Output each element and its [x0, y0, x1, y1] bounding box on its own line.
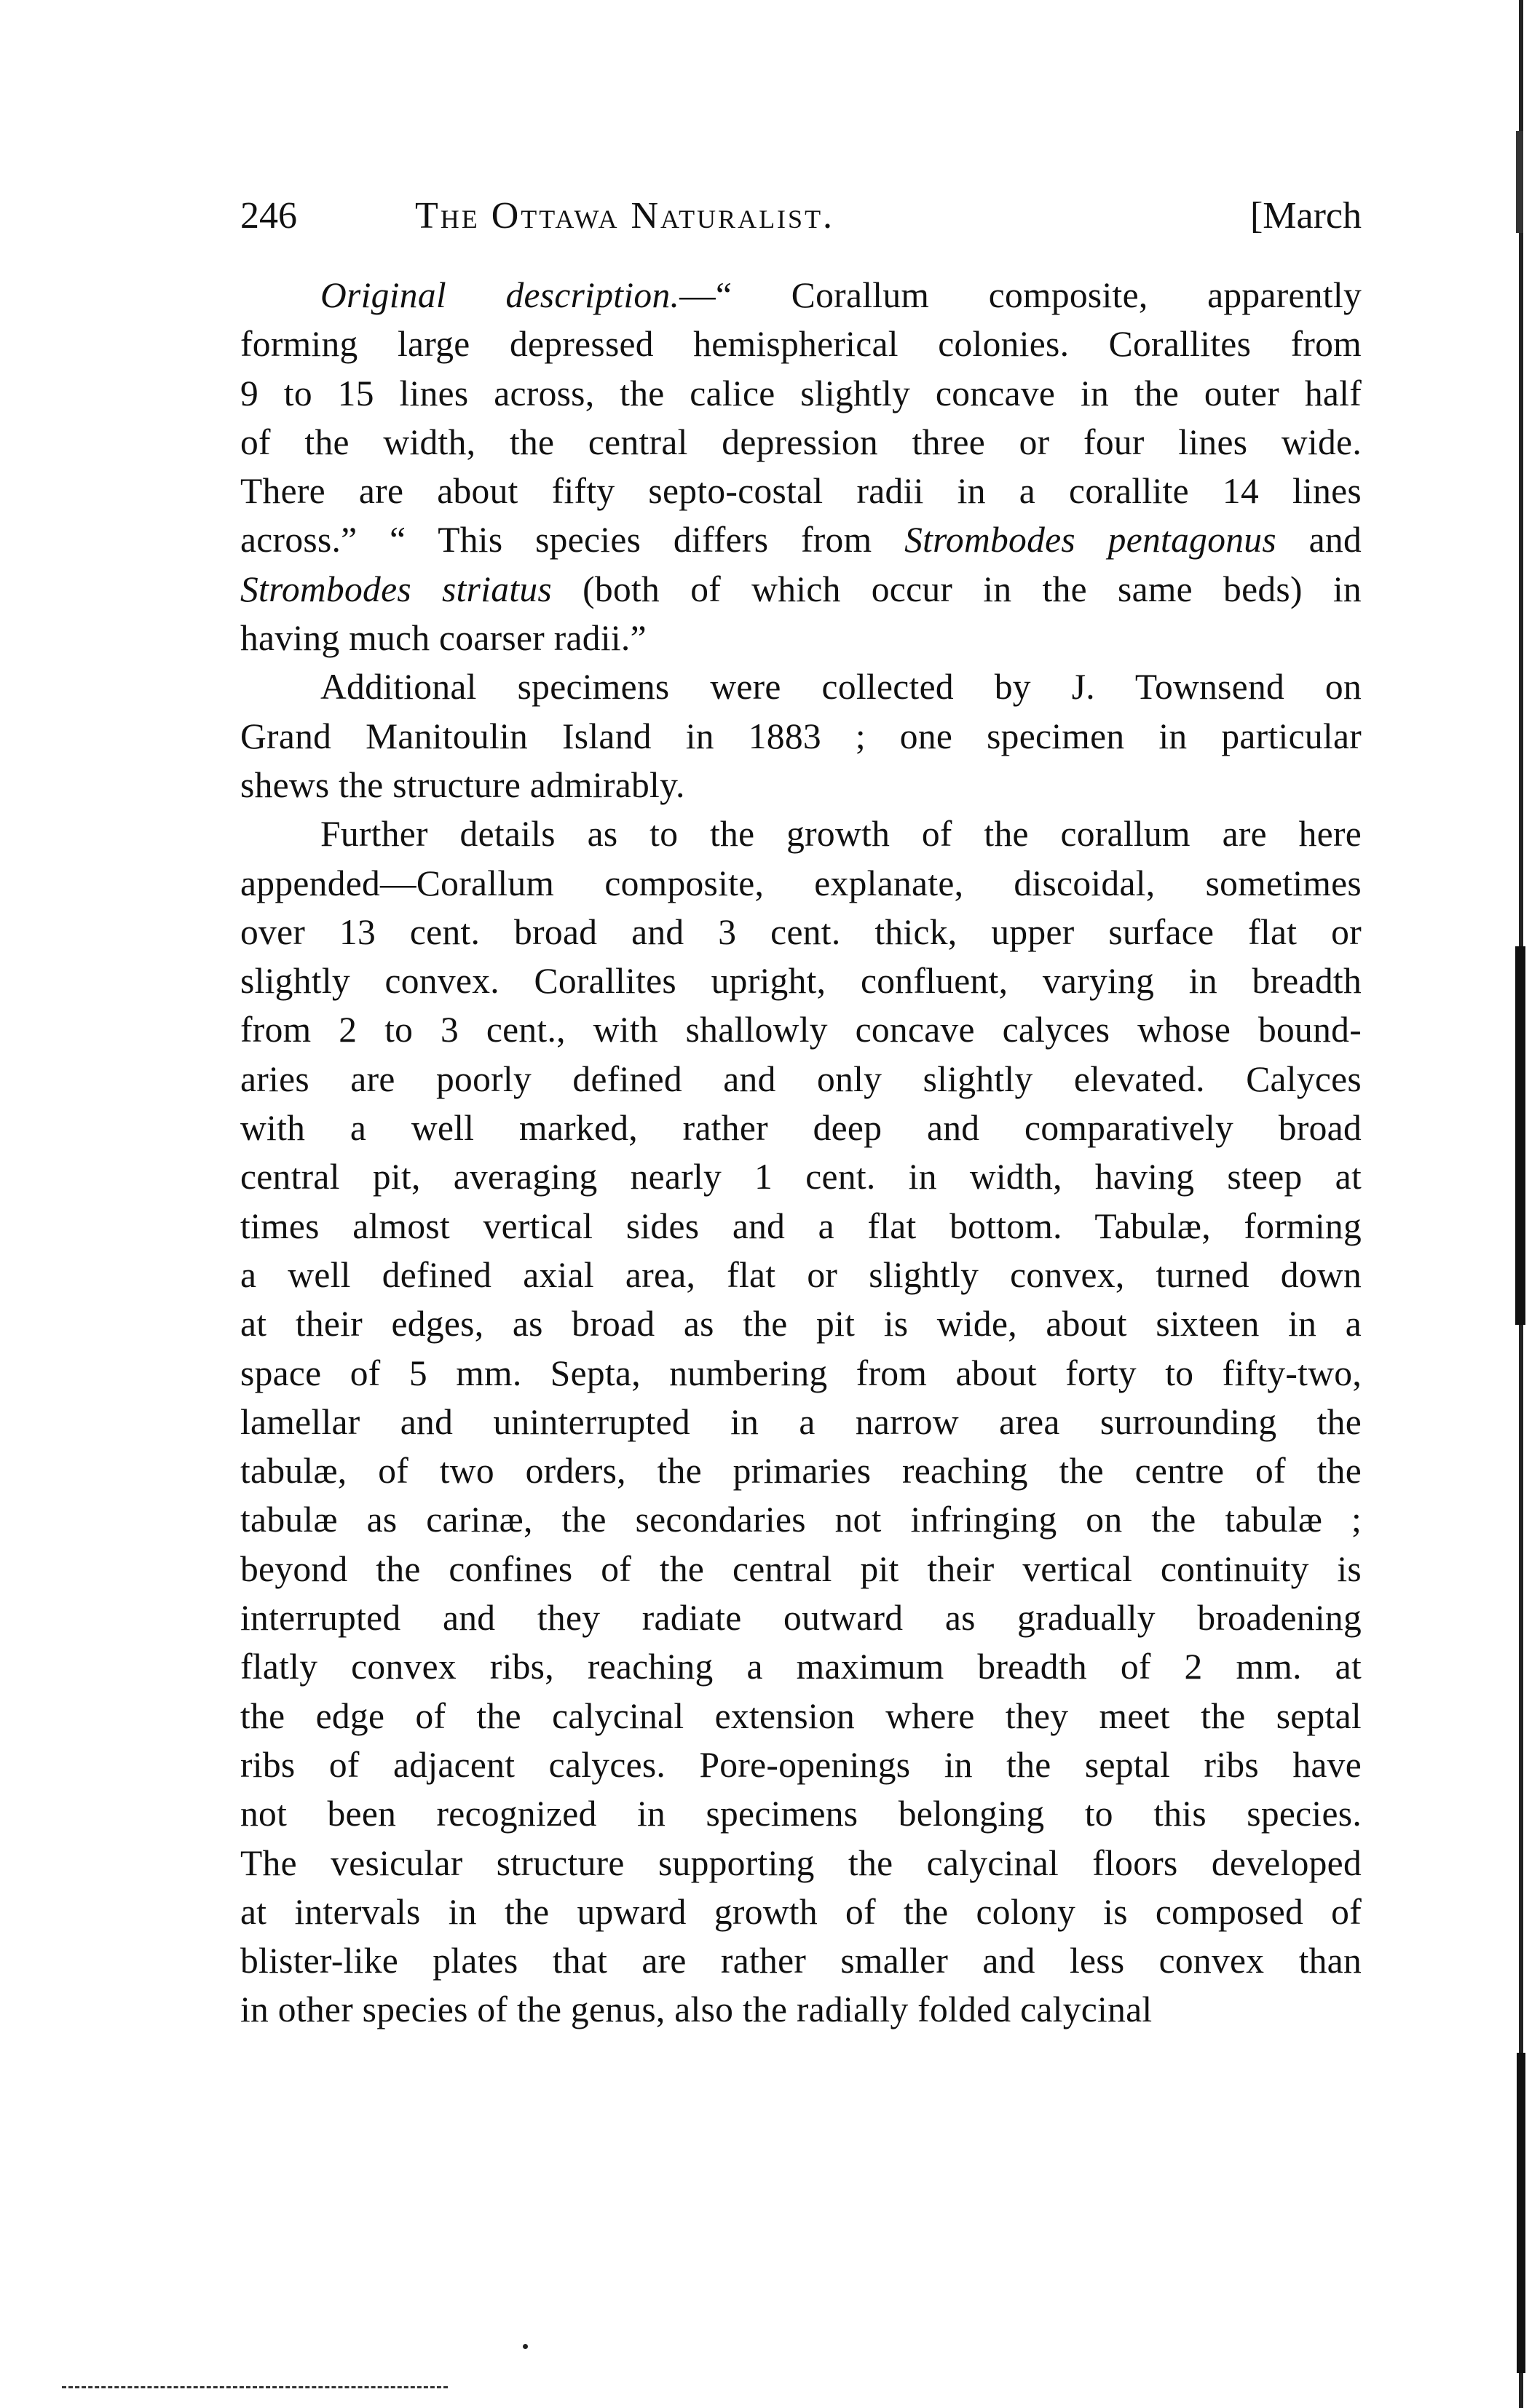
running-header [240, 191, 1362, 242]
text-segment: with a well marked, rather deep and comparatively broad [240, 1108, 1362, 1149]
text-line [240, 1936, 1362, 1985]
text-line [240, 418, 1362, 467]
text-line [240, 761, 1362, 809]
journal-title: The Ottawa Naturalist. [415, 195, 835, 237]
text-segment: (both of which occur in the same beds) in [551, 569, 1362, 609]
text-segment: central pit, averaging nearly 1 cent. in width, having steep at [240, 1157, 1362, 1197]
text-line [240, 1202, 1362, 1251]
text-segment: tabulæ, of two orders, the primaries reaching the centre of the [240, 1451, 1362, 1492]
italic-text: Strombodes striatus [240, 569, 552, 609]
paragraph [240, 271, 1362, 662]
text-line [240, 1642, 1362, 1691]
text-segment: Further details as to the growth of the corallum are here [320, 814, 1362, 855]
text-segment: times almost vertical sides and a flat bottom. Tabulæ, forming [240, 1205, 1362, 1246]
text-line [240, 1692, 1362, 1740]
text-segment: the edge of the calycinal extension where they meet the septal [240, 1695, 1362, 1736]
text-segment: aries are poorly defined and only slightly elevated. Calyces [240, 1058, 1362, 1099]
text-segment: appended—Corallum composite, explanate, discoidal, sometimes [240, 863, 1362, 903]
text-line [240, 957, 1362, 1005]
bottom-rule [62, 2386, 448, 2388]
issue-label: [March [1249, 195, 1362, 237]
page-number: 246 [240, 195, 297, 237]
text-line [240, 1740, 1362, 1789]
text-line [240, 1495, 1362, 1544]
text-segment: and [1276, 520, 1362, 561]
text-line [240, 614, 1362, 662]
text-line [240, 1349, 1362, 1398]
text-segment: Additional specimens were collected by J. Townsend on [320, 667, 1362, 708]
text-segment: from 2 to 3 cent., with shallowly concave calyces whose bound- [240, 1010, 1362, 1050]
text-segment: not been recognized in specimens belonging to this species. [240, 1794, 1362, 1834]
text-segment: forming large depressed hemispherical colonies. Corallites from [240, 324, 1362, 365]
text-segment: at intervals in the upward growth of the colony is composed of [240, 1891, 1362, 1932]
text-line [240, 1593, 1362, 1642]
text-line [240, 859, 1362, 908]
text-line [240, 515, 1362, 564]
text-line [240, 1104, 1362, 1152]
scanned-margin-edge [1512, 0, 1528, 2408]
text-line [240, 1299, 1362, 1348]
text-line [240, 1152, 1362, 1201]
text-segment: lamellar and uninterrupted in a narrow area surrounding the [240, 1401, 1362, 1442]
text-segment: 9 to 15 lines across, the calice slightly concave in the outer half [240, 373, 1362, 413]
text-line [240, 271, 1362, 320]
text-segment: —“ Corallum composite, apparently [679, 275, 1362, 315]
text-segment: of the width, the central depression three or four lines wide. [240, 421, 1362, 462]
text-segment: interrupted and they radiate outward as gradually broadening [240, 1598, 1362, 1639]
text-line [240, 1446, 1362, 1495]
text-segment: There are about fifty septo-costal radii in a corallite 14 lines [240, 471, 1362, 512]
text-line [240, 565, 1362, 614]
text-segment: having much coarser radii.” [240, 618, 647, 659]
text-segment: Grand Manitoulin Island in 1883 ; one specimen in particular [240, 716, 1362, 756]
italic-text: Strombodes pentagonus [904, 520, 1276, 561]
text-segment: space of 5 mm. Septa, numbering from about forty to fifty-two, [240, 1352, 1362, 1393]
ink-speck [523, 2344, 528, 2349]
text-segment: in other species of the genus, also the radially folded calycinal [240, 1989, 1153, 2030]
text-segment: tabulæ as carinæ, the secondaries not infringing on the tabulæ ; [240, 1500, 1362, 1540]
text-line [240, 1888, 1362, 1936]
text-segment: beyond the confines of the central pit their vertical continuity is [240, 1548, 1362, 1589]
italic-text: Original description. [320, 275, 680, 315]
text-line [240, 809, 1362, 858]
text-segment: shews the structure admirably. [240, 764, 685, 805]
text-segment: slightly convex. Corallites upright, confluent, varying in breadth [240, 961, 1362, 1002]
text-line [240, 1789, 1362, 1838]
text-line [240, 1985, 1362, 2034]
text-segment: flatly convex ribs, reaching a maximum breadth of 2 mm. at [240, 1647, 1362, 1687]
text-line [240, 1545, 1362, 1593]
text-line [240, 908, 1362, 957]
text-line [240, 320, 1362, 368]
paragraph [240, 809, 1362, 2034]
text-segment: blister-like plates that are rather smaller and less convex than [240, 1941, 1362, 1981]
text-segment: ribs of adjacent calyces. Pore-openings in the septal ribs have [240, 1744, 1362, 1785]
text-line [240, 369, 1362, 418]
text-line [240, 1005, 1362, 1054]
text-segment: over 13 cent. broad and 3 cent. thick, upper surface flat or [240, 911, 1362, 952]
text-line [240, 1055, 1362, 1104]
text-line [240, 467, 1362, 515]
paragraph [240, 662, 1362, 809]
text-line [240, 712, 1362, 761]
text-segment: The vesicular structure supporting the calycinal floors developed [240, 1842, 1362, 1883]
text-segment: across.” “ This species differs from [240, 520, 905, 561]
text-line [240, 1839, 1362, 1888]
text-segment: at their edges, as broad as the pit is wide, about sixteen in a [240, 1304, 1362, 1344]
text-segment: a well defined axial area, flat or slightly convex, turned down [240, 1254, 1362, 1295]
text-line [240, 1398, 1362, 1446]
text-line [240, 1251, 1362, 1299]
text-line [240, 662, 1362, 711]
article-body [240, 271, 1362, 2035]
